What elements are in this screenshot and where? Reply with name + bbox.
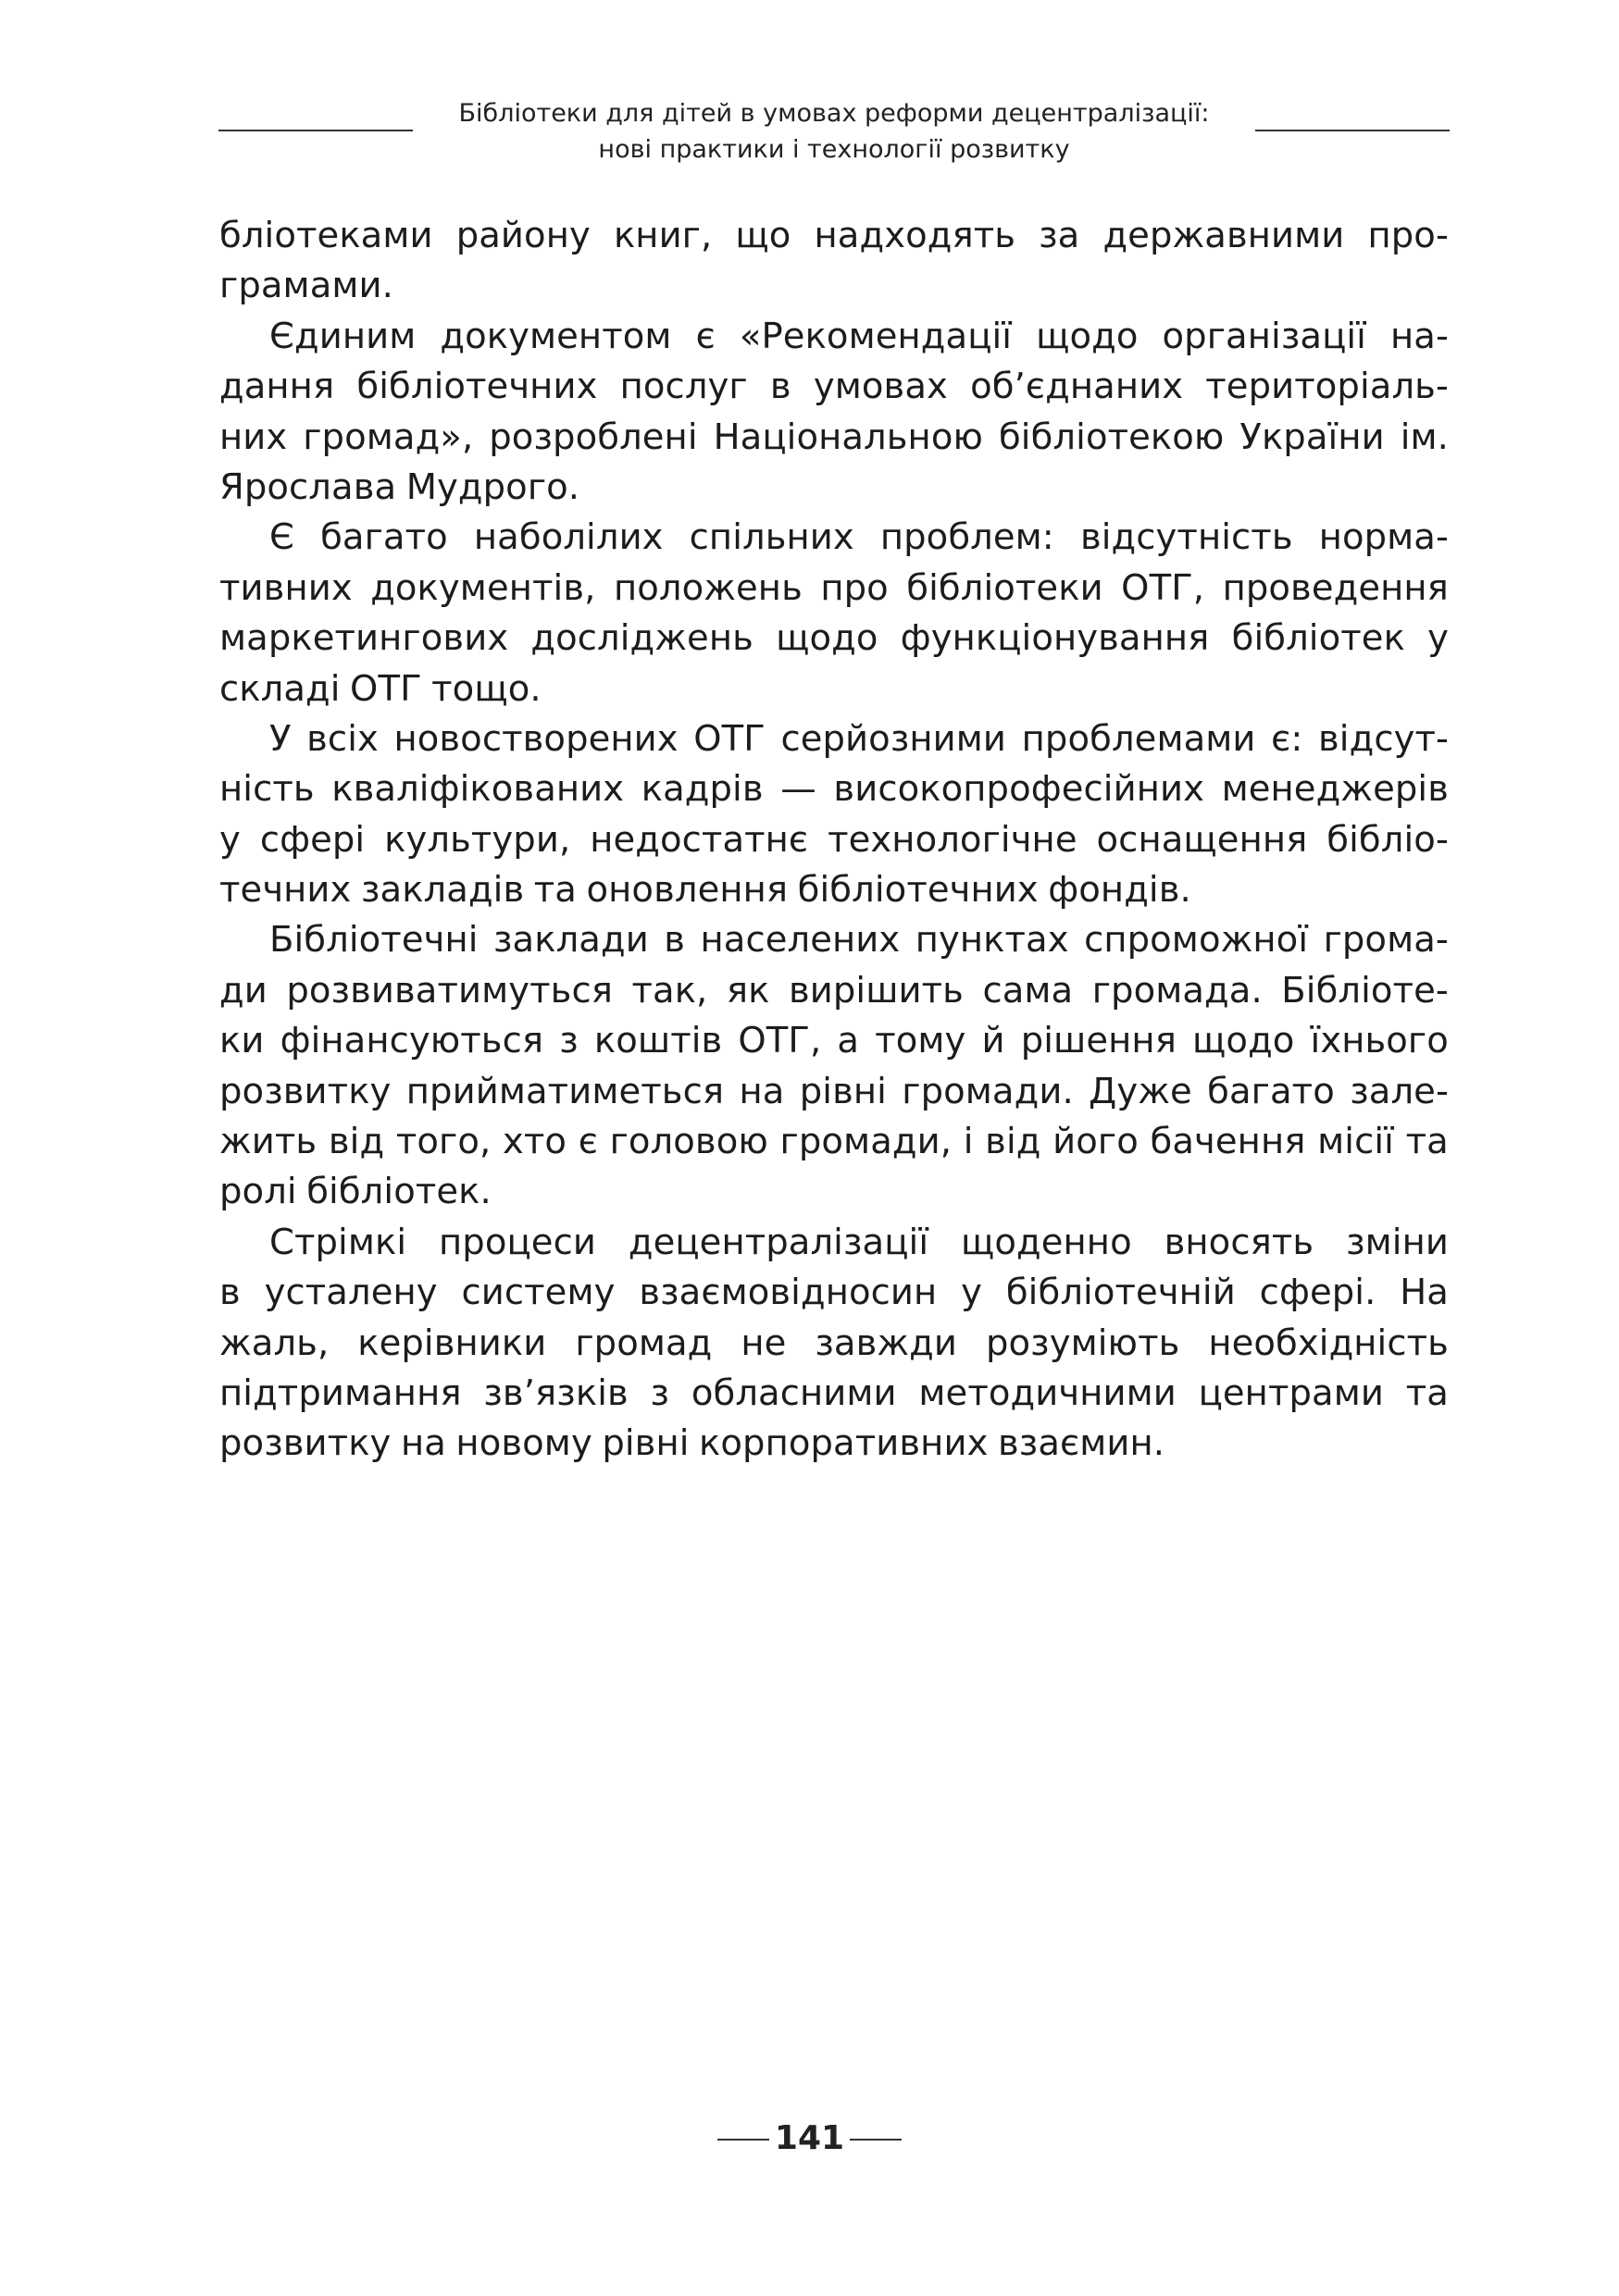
- text-line: [219, 261, 1449, 311]
- word: кваліфікованих: [331, 768, 625, 811]
- word: функціонування: [900, 617, 1210, 660]
- word: проблемами: [1021, 717, 1256, 760]
- word: всіх: [306, 717, 379, 760]
- word: грома-: [1323, 919, 1449, 962]
- word: надходять: [814, 215, 1016, 256]
- word: від: [328, 1121, 385, 1163]
- word: громад: [575, 1322, 713, 1364]
- word: ім.: [1400, 416, 1449, 458]
- word: бліотеками: [219, 215, 433, 256]
- word: Стрімкі: [269, 1221, 407, 1263]
- word: маркетингових: [219, 617, 509, 660]
- word: як: [726, 969, 770, 1011]
- word: Єдиним: [269, 315, 417, 357]
- word: що: [735, 215, 791, 256]
- word: менеджерів: [1221, 768, 1449, 811]
- text-line: [219, 463, 1449, 513]
- word: новому: [455, 1422, 592, 1465]
- word: завжди: [815, 1322, 958, 1364]
- word: усталену: [264, 1272, 438, 1314]
- word: організації: [1162, 315, 1366, 357]
- word: у: [1427, 617, 1449, 660]
- word: сама: [982, 969, 1074, 1011]
- word: в: [769, 366, 791, 408]
- word: технологічне: [828, 818, 1077, 861]
- word: хто: [502, 1121, 567, 1163]
- text-line: [219, 865, 1449, 915]
- text-line: [219, 312, 1449, 362]
- word: «Рекомендації: [739, 315, 1013, 357]
- word: рівні: [602, 1422, 690, 1465]
- word: досліджень: [530, 617, 753, 660]
- word: сфері.: [1259, 1272, 1376, 1314]
- word: систему: [461, 1272, 616, 1314]
- word: У: [269, 717, 292, 760]
- word: є: [695, 315, 716, 357]
- word: Ярослава: [219, 465, 397, 508]
- word: від: [985, 1121, 1041, 1163]
- word: процеси: [439, 1221, 596, 1263]
- word: взаємовідносин: [639, 1272, 938, 1314]
- word: розвитку: [219, 1070, 392, 1112]
- word: територіаль-: [1205, 366, 1449, 408]
- word: Є: [269, 516, 294, 559]
- word: місії: [1317, 1121, 1394, 1163]
- word: вносять: [1164, 1221, 1314, 1263]
- word: оновлення: [586, 869, 789, 912]
- word: фінансуються: [280, 1020, 544, 1062]
- word: На: [1400, 1272, 1449, 1314]
- word: у: [219, 818, 241, 861]
- header-rule-right: [1255, 130, 1450, 131]
- word: про-: [1367, 215, 1449, 256]
- word: а: [837, 1020, 860, 1062]
- word: умовах: [813, 366, 948, 408]
- word: є:: [1271, 717, 1303, 760]
- word: фондів.: [1048, 869, 1191, 912]
- word: послуг: [619, 366, 748, 408]
- word: за: [1039, 215, 1080, 256]
- text-line: [219, 915, 1449, 965]
- text-line: [219, 1016, 1449, 1066]
- word: необхідність: [1208, 1322, 1449, 1364]
- word: відсутність: [1079, 516, 1293, 559]
- word: з: [559, 1020, 579, 1062]
- word: новостворених: [393, 717, 679, 760]
- word: грамами.: [219, 265, 393, 307]
- word: жаль,: [219, 1322, 330, 1364]
- word: Національною: [713, 416, 983, 458]
- text-line: [219, 966, 1449, 1016]
- word: наболілих: [473, 516, 664, 559]
- word: ОТГ: [350, 667, 422, 710]
- word: об’єднаних: [970, 366, 1184, 408]
- text-line: [219, 714, 1449, 764]
- word: жить: [219, 1121, 318, 1163]
- text-line: [219, 1167, 1449, 1217]
- word: спроможної: [1084, 919, 1309, 962]
- word: керівники: [357, 1322, 547, 1364]
- word: складі: [219, 667, 341, 710]
- word: документів,: [370, 566, 596, 609]
- word: дання: [219, 366, 335, 408]
- word: розуміють: [985, 1322, 1180, 1364]
- word: розвитку: [219, 1422, 392, 1465]
- text-line: [219, 614, 1449, 664]
- word: Бібліотечні: [269, 919, 479, 962]
- word: методичними: [918, 1371, 1177, 1414]
- word: відсут-: [1318, 717, 1449, 760]
- word: на-: [1390, 315, 1449, 357]
- word: Дуже: [1089, 1070, 1192, 1112]
- word: його: [1052, 1121, 1139, 1163]
- word: в: [664, 919, 686, 962]
- word: ОТГ: [693, 717, 766, 760]
- header-title: [417, 95, 1251, 168]
- running-header: [218, 88, 1450, 171]
- text-line: [219, 362, 1449, 412]
- word: та: [1405, 1121, 1449, 1163]
- text-line: [219, 1067, 1449, 1117]
- text-line: [219, 1218, 1449, 1268]
- word: бібліотеки: [906, 566, 1103, 609]
- word: громади.: [902, 1070, 1074, 1112]
- word: закладів: [360, 869, 525, 912]
- word: і: [963, 1121, 974, 1163]
- word: та: [533, 869, 577, 912]
- word: того,: [395, 1121, 492, 1163]
- word: бібліотечній: [1005, 1272, 1236, 1314]
- word: ролі: [219, 1171, 297, 1213]
- word: на: [400, 1422, 446, 1465]
- word: децентралізації: [628, 1221, 929, 1263]
- word: щодо: [776, 617, 878, 660]
- header-title-line-1: Бібліотеки для дітей в умовах реформи децентралізації:: [458, 99, 1210, 128]
- word: багато: [1207, 1070, 1335, 1112]
- word: розроблені: [489, 416, 698, 458]
- word: рівні: [799, 1070, 887, 1112]
- word: й: [981, 1020, 1005, 1062]
- word: в: [219, 1272, 241, 1314]
- word: вирішить: [788, 969, 964, 1011]
- word: громад»,: [303, 416, 474, 458]
- word: коштів: [593, 1020, 723, 1062]
- text-line: [219, 1117, 1449, 1167]
- word: ОТГ,: [1121, 566, 1205, 609]
- word: бачення: [1150, 1121, 1306, 1163]
- word: ки: [219, 1020, 265, 1062]
- word: ність: [219, 768, 315, 811]
- page-number-dash-left: [717, 2139, 769, 2141]
- text-line: [219, 1419, 1449, 1469]
- word: бібліотекою: [998, 416, 1225, 458]
- page-number-dash-right: [850, 2139, 902, 2141]
- word: про: [820, 566, 889, 609]
- word: культури,: [384, 818, 571, 861]
- text-line: [219, 664, 1449, 714]
- word: взаємин.: [997, 1422, 1165, 1465]
- word: норма-: [1318, 516, 1449, 559]
- word: бібліо-: [1326, 818, 1449, 861]
- word: тому: [875, 1020, 966, 1062]
- word: книг,: [613, 215, 713, 256]
- word: бібліотечних: [356, 366, 598, 408]
- word: обласними: [691, 1371, 897, 1414]
- word: високопрофесійних: [833, 768, 1204, 811]
- text-line: [219, 764, 1449, 814]
- word: державними: [1102, 215, 1345, 256]
- word: них: [219, 416, 288, 458]
- word: кадрів: [641, 768, 764, 811]
- word: рішення: [1020, 1020, 1177, 1062]
- word: серйозними: [780, 717, 1007, 760]
- word: на: [739, 1070, 785, 1112]
- word: оснащення: [1096, 818, 1308, 861]
- word: не: [741, 1322, 787, 1364]
- word: розвиватимуться: [286, 969, 613, 1011]
- text-line: [219, 1319, 1449, 1369]
- word: проведення: [1222, 566, 1449, 609]
- word: пунктах: [915, 919, 1069, 962]
- text-line: [219, 211, 1449, 261]
- word: України: [1239, 416, 1385, 458]
- word: зв’язків: [483, 1371, 629, 1414]
- word: ОТГ,: [738, 1020, 822, 1062]
- word: заклади: [492, 919, 649, 962]
- word: головою: [609, 1121, 768, 1163]
- word: спільних: [689, 516, 854, 559]
- word: так,: [631, 969, 708, 1011]
- word: недостатнє: [590, 818, 809, 861]
- text-line: [219, 513, 1449, 563]
- page-number: 141: [774, 2119, 845, 2157]
- word: щоденно: [961, 1221, 1132, 1263]
- word: громади,: [779, 1121, 953, 1163]
- word: зміни: [1346, 1221, 1449, 1263]
- word: щодо: [1192, 1020, 1295, 1062]
- word: їхнього: [1310, 1020, 1449, 1062]
- word: бібліотечних: [797, 869, 1039, 912]
- word: у: [961, 1272, 983, 1314]
- word: течних: [219, 869, 352, 912]
- text-line: [219, 1369, 1449, 1419]
- word: є: [578, 1121, 598, 1163]
- word: району: [455, 215, 591, 256]
- word: підтримання: [219, 1371, 462, 1414]
- word: Бібліоте-: [1281, 969, 1449, 1011]
- word: документом: [440, 315, 672, 357]
- word: сфері: [259, 818, 366, 861]
- word: з: [650, 1371, 670, 1414]
- word: —: [780, 768, 816, 811]
- word: тивних: [219, 566, 353, 609]
- page-footer: [0, 2119, 1619, 2157]
- word: населених: [700, 919, 901, 962]
- body-text: [219, 211, 1449, 1470]
- word: громада.: [1091, 969, 1263, 1011]
- header-rule-left: [218, 130, 413, 131]
- word: та: [1405, 1371, 1449, 1414]
- word: зале-: [1350, 1070, 1449, 1112]
- word: прийматиметься: [405, 1070, 725, 1112]
- word: центрами: [1198, 1371, 1384, 1414]
- word: Мудрого.: [405, 465, 580, 508]
- word: тощо.: [431, 667, 542, 710]
- word: корпоративних: [699, 1422, 989, 1465]
- word: положень: [613, 566, 803, 609]
- text-line: [219, 564, 1449, 614]
- text-line: [219, 815, 1449, 865]
- word: бібліотек.: [306, 1171, 492, 1213]
- word: щодо: [1036, 315, 1139, 357]
- word: бібліотек: [1231, 617, 1405, 660]
- header-title-line-2: нові практики і технології розвитку: [598, 135, 1070, 164]
- word: багато: [320, 516, 448, 559]
- text-line: [219, 1268, 1449, 1318]
- text-line: [219, 413, 1449, 463]
- word: проблем:: [879, 516, 1054, 559]
- word: ди: [219, 969, 268, 1011]
